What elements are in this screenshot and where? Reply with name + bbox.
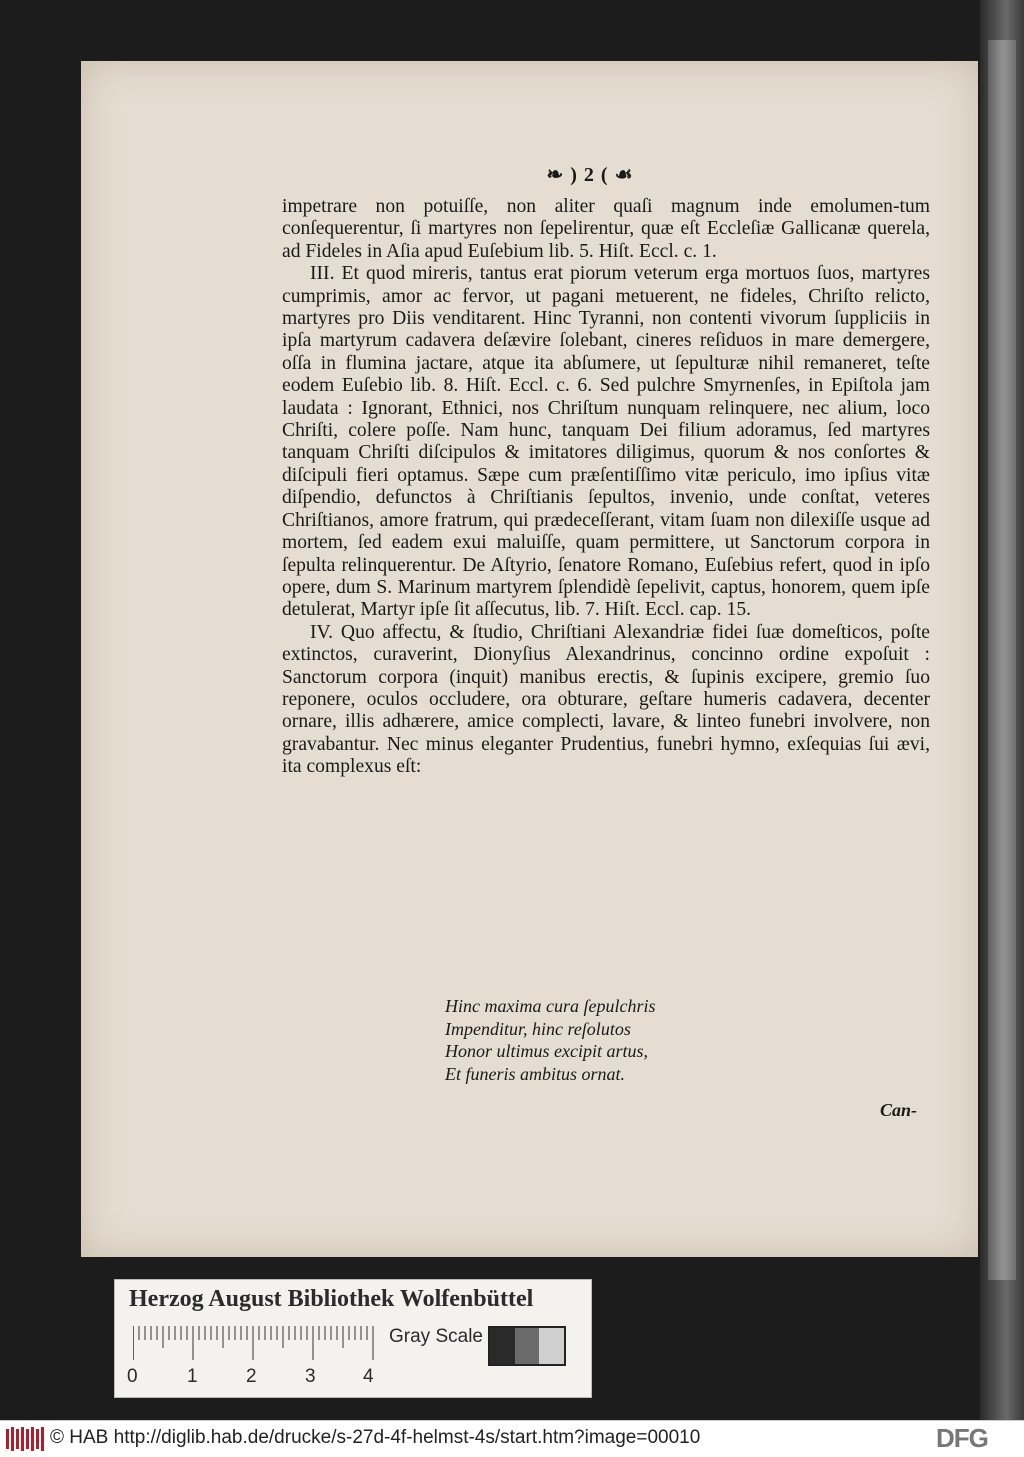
gray-patch-mid: [515, 1328, 540, 1364]
poem-line: Et funeris ambitus ornat.: [445, 1063, 626, 1084]
dfg-logo: DFG: [936, 1423, 988, 1453]
source-link[interactable]: © HAB http://diglib.hab.de/drucke/s-27d-4f-helmst-4s/start.htm?image=00010: [50, 1427, 701, 1448]
page-edge-stripe: [988, 40, 1016, 1280]
paragraph-1: impetrare non potuiſſe, non aliter quaſi magnum inde emolumen-tum conſequerentur, ſi martyres non ſepelirentur, quæ eſt Eccleſiæ Gallicanæ querela, ad Fideles in Aſia apud Euſebium lib. 5. Hiſt. Eccl. c. 1.: [282, 196, 930, 262]
poem-line: Impenditur, hinc reſolutos: [445, 1018, 631, 1039]
adjacent-page-edge: [980, 0, 1024, 1420]
page-body: [282, 196, 930, 779]
gray-scale-patches: [488, 1326, 566, 1366]
ruler-number: 4: [363, 1366, 374, 1387]
gray-scale-label: Gray Scale: [389, 1326, 483, 1347]
catchword: Can-: [880, 1100, 918, 1120]
library-name: Herzog August Bibliothek Wolfenbüttel: [129, 1286, 534, 1312]
poem-line: Hinc maxima cura ſepulchris: [445, 996, 656, 1016]
paragraph-3: IV. Quo affectu, & ſtudio, Chriſtiani Alexandriæ fidei ſuæ domeſticos, poſte extinctos, curaverint, Dionyſius Alexandrinus, concinno ordine expoſuit : Sanctorum corpora (inquit) manibus erectis, & ſupinis excipere, gremio ſuo reponere, oculos occludere, ora obturare, geſtare humeris cadavera, decenter ornare, illis adhærere, amice complecti, lavare, & linteo funebri involvere, non gravabantur. Nec minus eleganter Prudentius, funebri hymno, exſequias ſui ævi, ita complexus eſt:: [282, 621, 930, 778]
library-label: [114, 1279, 592, 1398]
poem: [445, 995, 765, 1085]
gray-patch-dark: [490, 1328, 515, 1364]
hab-logo-icon: [6, 1427, 44, 1451]
running-head: ❧ ) 2 ( ☙: [546, 164, 634, 186]
ruler-number: 2: [246, 1366, 257, 1387]
ruler-icon: [133, 1326, 393, 1360]
gray-patch-light: [539, 1328, 564, 1364]
poem-line: Honor ultimus excipit artus,: [445, 1041, 648, 1061]
ruler-number: 1: [187, 1366, 198, 1387]
paragraph-2: III. Et quod mireris, tantus erat piorum veterum erga mortuos ſuos, martyres cumprimis, amor ac fervor, ut pagani metuerent, ne fideles, Chriſto relicto, martyres pro Diis venditarent. Hinc Tyranni, non contenti vivorum ſuppliciis in ipſa martyrum cadavera deſævire ſolebant, cineres reſiduos in mare demergere, oſſa in flumina jactare, atque ita abſumere, ut ſepulturæ nihil remaneret, teſte eodem Euſebio lib. 8. Hiſt. Eccl. c. 6. Sed pulchre Smyrnenſes, in Epiſtola jam laudata : Ignorant, Ethnici, nos Chriſtum nunquam relinquere, nec alium, loco Chriſti, colere poſſe. Nam hunc, tanquam Dei filium adoramus, ſed martyres tanquam Chriſti diſcipulos & imitatores diligimus, quorum & nos conſortes & diſcipuli fieri optamus. Sæpe cum præſentiſſimo vitæ periculo, imo ipſius vitæ diſpendio, defunctos à Chriſtianis ſepultos, invenio, unde conſtat, veteres Chriſtianos, amore fratrum, qui prædeceſſerant, vitam ſuam non dilexiſſe usque ad mortem, ſed eadem exui maluiſſe, quam permittere, ut Sanctorum corpora in ſepulta relinquerentur. De Aſtyrio, ſenatore Romano, Euſebius refert, quod in ipſo opere, dum S. Marinum martyrem ſplendidè ſepelivit, captus, honorem, quem ipſe detulerat, Martyr ipſe ſit aſſecutus, lib. 7. Hiſt. Eccl. cap. 15.: [282, 263, 930, 621]
ruler-number: 0: [127, 1366, 138, 1387]
ruler-number: 3: [305, 1366, 316, 1387]
footer-bar: [0, 1420, 1024, 1457]
